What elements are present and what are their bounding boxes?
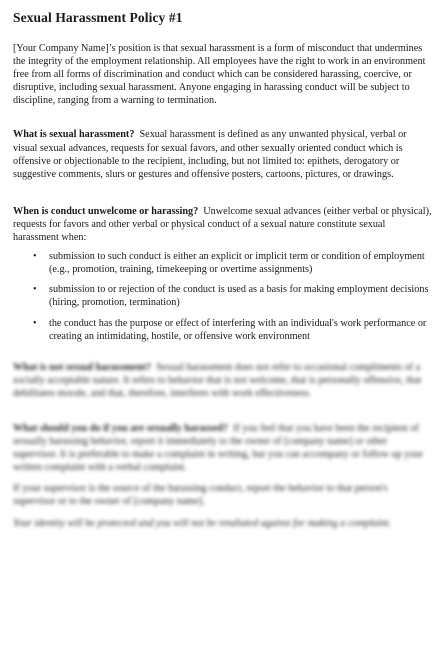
section-should-paragraph (13, 422, 432, 474)
section-when-heading: When is conduct unwelcome or harassing? (13, 205, 199, 217)
intro-paragraph: [Your Company Name]’s position is that sexual harassment is a form of misconduct that undermines the integrity of the employment relationship. All employees have the right to work in an environment free from all forms of discrimination and conduct which can be considered harassing, coercive, or disruptive, including sexual harassment. Anyone engaging in harassing conduct will be subject to discipline, ranging from a warning to termination. (13, 43, 426, 107)
list-item (13, 317, 432, 343)
bullet-icon: • (33, 251, 37, 263)
section-should-heading: What should you do if you are sexually harassed? (13, 422, 228, 434)
bullet-icon: • (33, 317, 37, 329)
section-what-body: Sexual harassment is defined as any unwanted physical, verbal or visual sexual advances, requests for sexual favors, and other sexually oriented conduct which is offensive or objectionable to the recipient, including, but not limited to: epithets, derogatory or suggestive comments, slurs or gestures and offensive posters, cartoons, pictures, or drawings. (13, 129, 407, 180)
section-what-heading: What is sexual harassment? (13, 129, 135, 141)
section-when-paragraph (13, 205, 432, 244)
section-not-paragraph (13, 361, 432, 400)
blurred-preview-region (13, 361, 432, 530)
list-item-text: the conduct has the purpose or effect of interfering with an individual's work performance or creating an intimidating, hostile, or offensive work environment (49, 317, 427, 342)
section-when-body: Unwelcome sexual advances (either verbal or physical), requests for favors and other verbal or physical conduct of a sexual nature constitute sexual harassment when: (13, 205, 432, 244)
section-should-closing: Your identity will be protected and you will not be retaliated against for making a complaint. (13, 517, 392, 529)
list-item-text: submission to such conduct is either an explicit or implicit term or condition of employment (e.g., promotion, training, timekeeping or overtime assignments) (49, 251, 425, 276)
section-should-paragraph-2: If your supervisor is the source of the harassing conduct, report the behavior to that person's supervisor or to the owner of [company name]. (13, 483, 388, 508)
list-item (13, 250, 432, 276)
conditions-list (13, 250, 432, 343)
section-not-body: Sexual harassment does not refer to occasional compliments of a socially acceptable nature. It refers to behavior that is not welcome, that is personally offensive, that debilitates morale, and that, therefore, interferes with work effectiveness. (13, 361, 422, 399)
bullet-icon: • (33, 284, 37, 296)
list-item-text: submission to or rejection of the conduct is used as a basis for making employment decisions (hiring, promotion, termination) (49, 284, 429, 309)
section-not-heading: What is not sexual harassment? (13, 361, 152, 373)
section-should-body: If you feel that you have been the recipient of sexually harassing behavior, report it immediately to the owner of [company name] or other supervisor. It is preferable to make a complaint in writing, but you can accompany or follow up your written complaint with a verbal complaint. (13, 422, 423, 474)
section-what-paragraph (13, 128, 432, 180)
document-title: Sexual Harassment Policy #1 (13, 10, 183, 25)
list-item (13, 283, 432, 309)
